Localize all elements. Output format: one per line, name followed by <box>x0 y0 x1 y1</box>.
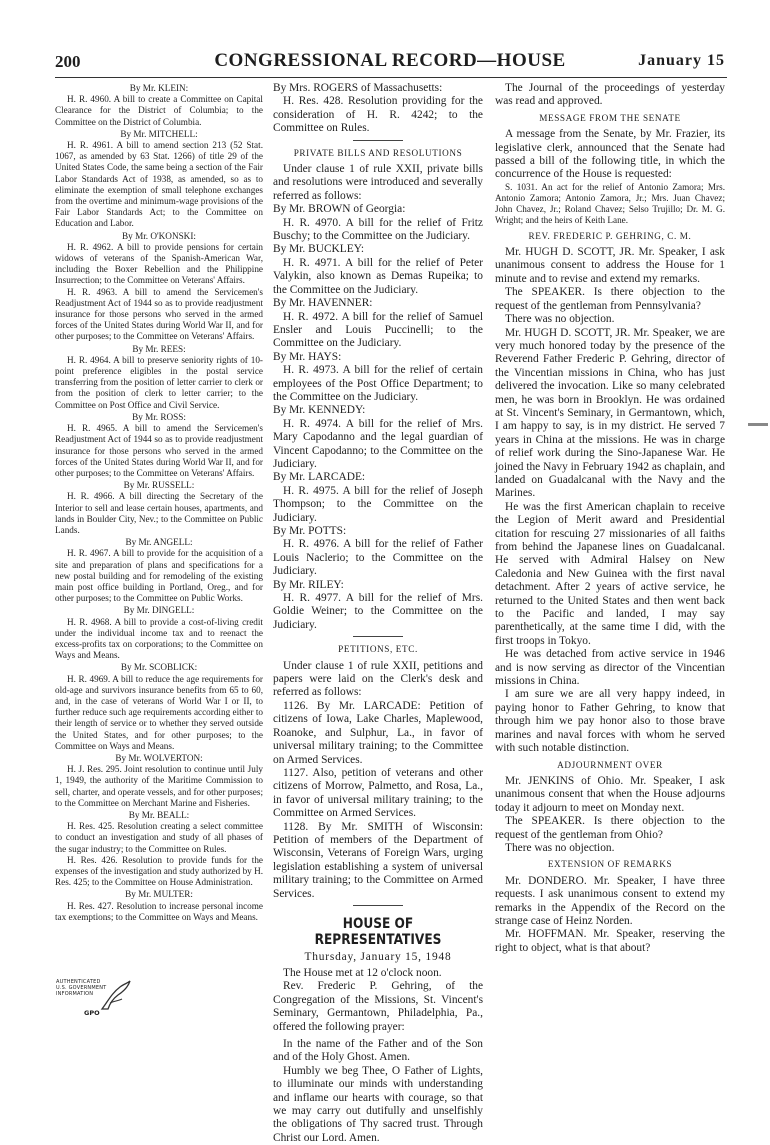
paragraph: Humbly we beg Thee, O Father of Lights, to illuminate our minds with understanding and inflame our hearts with courage, so that we may carry out dutifully and unselfishly the obligations of Thy sacred trust. Through Christ our Lord. Amen. <box>273 1064 483 1144</box>
eagle-icon <box>98 979 132 1013</box>
sponsor-line: By Mr. POTTS: <box>273 525 347 537</box>
paragraph: He was the first American chaplain to receive the Legion of Merit award and Presidential citation for rescuing 27 missionaries of all faiths from behind the Japanese lines on Guadalcanal. He served with Admiral Halsey on New Caledonia and New Guinea with the first naval detachment. After 2 years of active service, he returned to the United States and then went back to the Pacific and landed, I may say parenthetically, at the same time I did, with the first troops in Tokyo. <box>495 500 725 647</box>
bill-entry: H. Res. 425. Resolution creating a select committee to conduct an investigation and study of all phases of the sugar industry; to the Committee on Rules. <box>55 821 263 854</box>
gpo-line-1: AUTHENTICATED <box>56 979 101 985</box>
bill-entry: H. R. 4969. A bill to reduce the age requirements for old-age and survivors insurance benefits from 65 to 60, and, in the case of veterans of World War I or II, to further reduce such age requirements according either to their length of service or to whether they served outside the United States, and for other purposes; to the Committee on Ways and Means. <box>55 673 263 751</box>
gpo-authentication-seal <box>56 977 136 1017</box>
bill-entry: H. R. 4974. A bill for the relief of Mrs. Mary Capodanno and the legal guardian of Vincent Capodanno; to the Committee on the Judiciary. <box>273 417 483 470</box>
sponsor-line: By Mr. BEALL: <box>128 810 190 820</box>
gpo-line-3: INFORMATION <box>56 991 94 997</box>
paragraph: Rev. Frederic P. Gehring, of the Congregation of the Missions, St. Vincent's Seminary, Germantown, Philadelphia, Pa., offered the following prayer: <box>273 980 483 1033</box>
paragraph: The House met at 12 o'clock noon. <box>283 966 442 979</box>
paragraph: There was no objection. <box>505 841 615 854</box>
paragraph: Mr. HOFFMAN. Mr. Speaker, reserving the right to object, what is that about? <box>495 928 725 954</box>
session-date: Thursday, January 15, 1948 <box>304 950 452 963</box>
paragraph: He was detached from active service in 1946 and is now serving as director of the Vincentian missions in China. <box>495 648 725 688</box>
bill-entry: H. R. 4977. A bill for the relief of Mrs. Goldie Weiner; to the Committee on the Judiciary. <box>273 592 483 631</box>
paragraph: There was no objection. <box>505 313 615 326</box>
paragraph: A message from the Senate, by Mr. Frazier, its legislative clerk, announced that the Senate had passed a bill of the following title, in which the concurrence of the House is requested: <box>495 128 725 181</box>
sponsor-line: By Mr. LARCADE: <box>273 471 366 484</box>
sponsor-line: By Mr. KLEIN: <box>129 83 189 93</box>
paragraph: In the name of the Father and of the Son and of the Holy Ghost. Amen. <box>273 1038 483 1064</box>
page-number: 200 <box>55 52 81 71</box>
bill-entry: H. R. 4962. A bill to provide pensions for certain widows of veterans of the Spanish-American War, including the Boxer Rebellion and the Philippine Insurrection; to the Committee on Veterans' Affairs. <box>55 241 263 286</box>
sponsor-line: By Mr. ANGELL: <box>125 537 193 548</box>
section-heading: PETITIONS, ETC. <box>338 644 418 655</box>
sponsor-line: By Mr. WOLVERTON: <box>115 752 203 763</box>
sponsor-line: By Mr. O'KONSKI: <box>122 230 196 241</box>
page-header <box>55 50 725 76</box>
column-2 <box>273 82 483 1144</box>
house-heading: HOUSE OF REPRESENTATIVES <box>314 915 442 948</box>
sponsor-line: By Mr. HAVENNER: <box>273 297 373 310</box>
paragraph: Under clause 1 of rule XXII, private bills and resolutions were introduced and severally referred as follows: <box>273 163 483 202</box>
sponsor-line: By Mr. BROWN of Georgia: <box>273 203 406 216</box>
sponsor-line: By Mr. SCOBLICK: <box>120 662 198 673</box>
separator <box>353 140 403 141</box>
sponsor-line: By Mr. REES: <box>132 343 186 354</box>
sponsor-line: By Mr. MULTER: <box>125 889 193 900</box>
bill-entry: S. 1031. An act for the relief of Antonio Zamora; Mrs. Antonio Zamora; Antonio Zamora, Jr.; Mrs. Juan Chavez; John Chavez, Jr.; Roland Chavez; Selso Trujillo; Dr. M. G. Wright; and the heirs of Keith Lane. <box>495 181 725 226</box>
bill-entry: H. R. 4960. A bill to create a Committee on Capital Clearance for the District of Columbia; to the Committee on the District of Columbia. <box>55 94 263 127</box>
sponsor-line: By Mr. BUCKLEY: <box>273 243 365 256</box>
section-heading: EXTENSION OF REMARKS <box>547 859 673 870</box>
sponsor-line: By Mr. KENNEDY: <box>273 404 366 417</box>
sponsor-line: By Mr. RILEY: <box>273 578 344 591</box>
bill-entry: H. Res. 428. Resolution providing for the consideration of H. R. 4242; to the Committee on Rules. <box>273 95 483 135</box>
separator <box>353 905 403 906</box>
paragraph: Under clause 1 of rule XXII, petitions and papers were laid on the Clerk's desk and referred as follows: <box>273 659 483 699</box>
paragraph: The SPEAKER. Is there objection to the request of the gentleman from Ohio? <box>495 815 725 841</box>
gpo-label: GPO <box>84 1009 100 1017</box>
bill-entry: H. R. 4976. A bill for the relief of Father Louis Naclerio; to the Committee on the Judiciary. <box>273 538 483 578</box>
publication-title: CONGRESSIONAL RECORD—HOUSE <box>214 50 566 71</box>
bill-entry: H. R. 4973. A bill for the relief of certain employees of the Post Office Department; to the Committee on the Judiciary. <box>273 364 483 403</box>
bill-entry: H. Res. 427. Resolution to increase personal income tax exemptions; to the Committee on Ways and Means. <box>55 900 263 922</box>
paragraph: The Journal of the proceedings of yesterday was read and approved. <box>495 82 725 108</box>
bill-entry: H. R. 4971. A bill for the relief of Peter Valykin, also known as Demas Rupeika; to the Committee on the Judiciary. <box>273 256 483 296</box>
header-rule <box>55 77 727 78</box>
paragraph: Mr. JENKINS of Ohio. Mr. Speaker, I ask unanimous consent that when the House adjourns today it adjourn to meet on Monday next. <box>495 774 725 814</box>
bill-entry: H. J. Res. 295. Joint resolution to continue until July 1, 1949, the authority of the Maritime Commission to sell, charter, and operate vessels, and for other purposes; to the Committee on Merchant Marine and Fisheries. <box>55 764 263 808</box>
bill-entry: H. R. 4965. A bill to amend the Servicemen's Readjustment Act of 1944 so as to provide readjustment insurance for those persons who served in the armed forces of the United States during World War II, and for other purposes; to the Committee on Veterans' Affairs. <box>55 423 263 478</box>
paragraph: Mr. HUGH D. SCOTT, JR. Mr. Speaker, we are very much honored today by the presence of the Reverend Father Frederic P. Gehring, director of the Vincentian missions in China, who has just delivered the invocation. Like so many celebrated men, he was born in Brooklyn. He was ordained at St. Vincent's Seminary, in Germantown, which, I am happy to say, is in my district. He served 7 years in China at the missions. He was in charge of relief work during the Sino-Japanese War. He joined the Navy in February 1942 as chaplain, and landed on Guadalcanal with the Navy and the Marines. <box>495 326 725 500</box>
sponsor-line: By Mr. ROSS: <box>132 411 186 422</box>
bill-entry: H. R. 4967. A bill to provide for the acquisition of a site and preparation of plans and specifications for a new postal building and for remodeling of the existing main post office building in Portland, Oreg., and for other purposes; to the Committee on Public Works. <box>55 548 263 604</box>
sponsor-line: By Mr. RUSSELL: <box>123 480 195 491</box>
section-heading: MESSAGE FROM THE SENATE <box>539 112 681 123</box>
bill-entry: 1127. Also, petition of veterans and other citizens of Morrow, Palmetto, and Rosa, La., in favor of universal military training; to the Committee on Armed Services. <box>273 766 483 820</box>
section-heading: PRIVATE BILLS AND RESOLUTIONS <box>293 147 463 158</box>
sponsor-line: By Mr. MITCHELL: <box>120 128 198 139</box>
gpo-line-2: U.S. GOVERNMENT <box>56 985 107 991</box>
bill-entry: H. Res. 426. Resolution to provide funds for the expenses of the investigation and study authorized by H. Res. 425; to the Committee on House Administration. <box>55 854 263 888</box>
paragraph: Mr. DONDERO. Mr. Speaker, I have three requests. I ask unanimous consent to extend my remarks in the Appendix of the Record on the strange case of Heinz Norden. <box>495 874 725 927</box>
paragraph: Mr. HUGH D. SCOTT, JR. Mr. Speaker, I ask unanimous consent to address the House for 1 minute and to revise and extend my remarks. <box>495 246 725 285</box>
paragraph: The SPEAKER. Is there objection to the request of the gentleman from Pennsylvania? <box>495 286 725 312</box>
bill-entry: H. R. 4964. A bill to preserve seniority rights of 10-point preference eligibles in the postal service transferring from the position of letter carrier to clerk or from the position of clerk to letter carrier; to the Committee on Post Office and Civil Service. <box>55 354 263 410</box>
sponsor-line: By Mr. DINGELL: <box>123 605 195 616</box>
section-heading: REV. FREDERIC P. GEHRING, C. M. <box>528 230 692 241</box>
bill-entry: H. R. 4966. A bill directing the Secretary of the Interior to sell and lease certain houses, apartments, and lands in Boulder City, Nev.; to the Committee on Public Lands. <box>55 491 263 535</box>
bill-entry: H. R. 4963. A bill to amend the Servicemen's Readjustment Act of 1944 so as to provide readjustment insurance for those persons who served in the armed forces of the United States during World War II, and for other purposes; to the Committee on Veterans' Affairs. <box>55 286 263 342</box>
sponsor-line: By Mrs. ROGERS of Massachusetts: <box>273 82 443 94</box>
bill-entry: 1128. By Mr. SMITH of Wisconsin: Petition of members of the Department of Wisconsin, Veterans of Foreign Wars, urging legislation establishing a system of universal military training; to the Committee on Armed Services. <box>273 820 483 900</box>
section-heading: ADJOURNMENT OVER <box>557 759 663 770</box>
bill-entry: H. R. 4968. A bill to provide a cost-of-living credit under the individual income tax and to reenact the excess-profits tax on corporations; to the Committee on Ways and Means. <box>55 616 263 661</box>
issue-date: January 15 <box>638 52 725 69</box>
sponsor-line: By Mr. HAYS: <box>273 350 342 363</box>
bill-entry: H. R. 4961. A bill to amend section 213 (52 Stat. 1067, as amended by 63 Stat. 1266) of title 29 of the United States Code, the same being a section of the Fair Labor Standards Act of 1938, as amended, so as to eliminate the exemption of small telephone exchanges from the overtime and minimum-wage provisions of the Fair Labor Standards Act; to the Committee on Education and Labor. <box>55 140 263 229</box>
bill-entry: 1126. By Mr. LARCADE: Petition of citizens of Iowa, Lake Charles, Maplewood, Roanoke, and Sulphur, La., in favor of universal military training; to the Committee on Armed Services. <box>273 699 483 766</box>
separator <box>353 636 403 637</box>
column-1 <box>55 82 263 957</box>
bill-entry: H. R. 4975. A bill for the relief of Joseph Thompson; to the Committee on the Judiciary. <box>273 484 483 524</box>
bill-entry: H. R. 4970. A bill for the relief of Fritz Buschy; to the Committee on the Judiciary. <box>273 216 483 243</box>
paragraph: I am sure we are all very happy indeed, in paying honor to Father Gehring, to know that through him we pay honor also to those brave marines and naval forces with whom he served with such notable distinction. <box>495 688 725 755</box>
margin-mark <box>748 423 768 426</box>
bill-entry: H. R. 4972. A bill for the relief of Samuel Ensler and Louis Puccinelli; to the Committee on the Judiciary. <box>273 310 483 350</box>
column-3 <box>495 82 725 954</box>
